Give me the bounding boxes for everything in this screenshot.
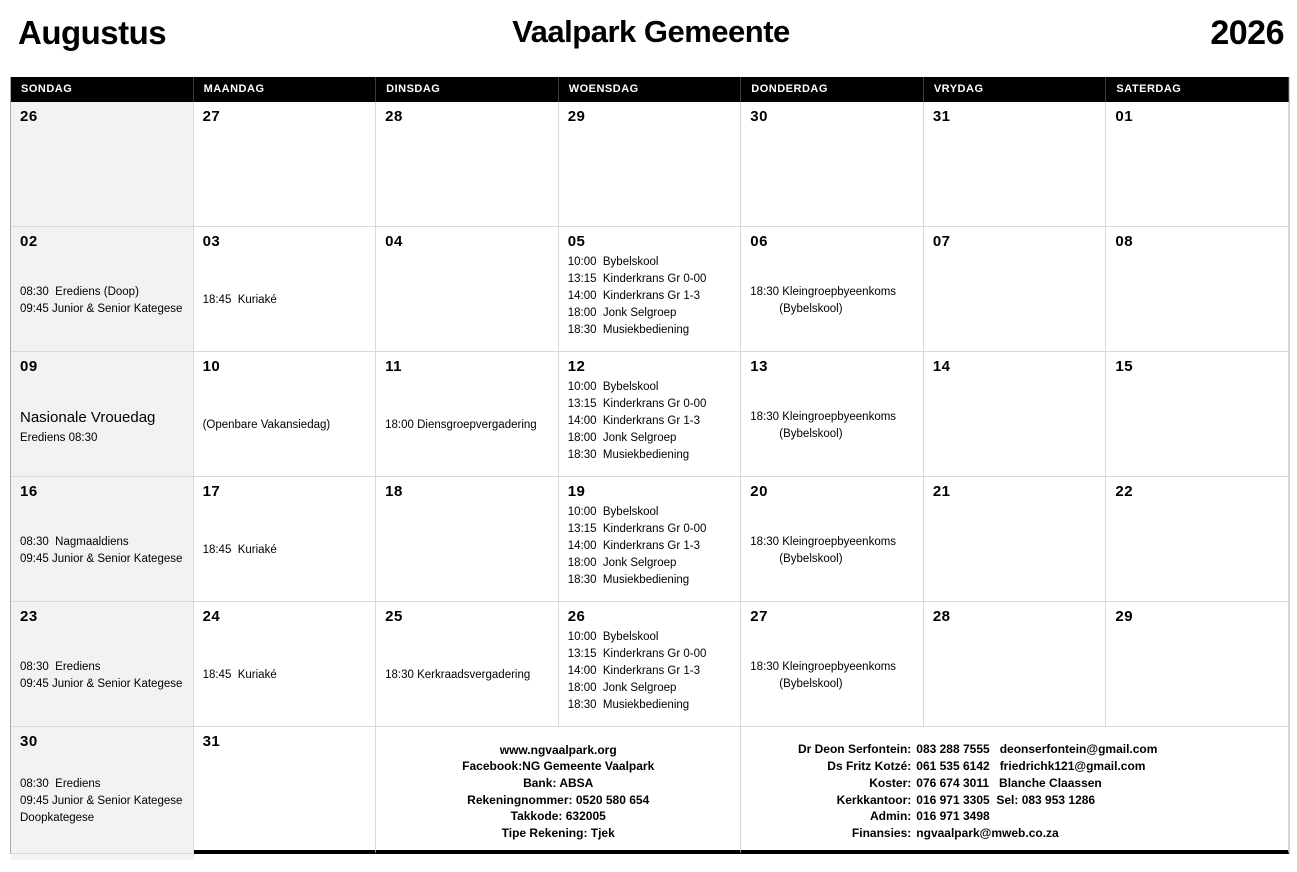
day-number: 30 (20, 733, 38, 750)
church-info-line: Tipe Rekening: Tjek (501, 825, 615, 840)
day-cell-07 (924, 227, 1107, 352)
day-cell-31 (194, 727, 377, 854)
event-line: 14:00 Kinderkrans Gr 1-3 (567, 665, 701, 677)
day-number: 28 (385, 108, 403, 125)
contact-label: Admin: (869, 809, 912, 824)
day-cell-13 (741, 352, 924, 477)
day-events (11, 659, 193, 693)
contact-label: Dr Deon Serfontein: (797, 741, 912, 756)
church-info-line: Facebook:NG Gemeente Vaalpark (462, 759, 655, 774)
day-number: 30 (750, 108, 768, 125)
day-events (11, 534, 193, 568)
day-cell-29 (1106, 602, 1289, 727)
contact-label: Ds Fritz Kotzé: (827, 758, 912, 773)
contact-value[interactable]: 061 535 6142 friedrichk121@gmail.com (916, 758, 1146, 773)
day-header-woensdag: WOENSDAG (559, 77, 742, 102)
day-cell-09 (11, 352, 194, 477)
event-line: 10:00 Bybelskool (567, 631, 659, 643)
day-cell-26 (559, 602, 742, 727)
contact-label: Koster: (869, 775, 912, 790)
event-line: 09:45 Junior & Senior Kategese (20, 302, 183, 315)
day-header-saterdag: SATERDAG (1106, 77, 1289, 102)
calendar-grid (10, 77, 1290, 854)
day-number: 02 (20, 233, 38, 250)
year-title: 2026 (1210, 14, 1284, 52)
day-events (376, 667, 558, 684)
contact-value: 016 971 3305 Sel: 083 953 1286 (916, 792, 1096, 807)
contact-label: Finansies: (851, 826, 912, 841)
day-header-dinsdag: DINSDAG (376, 77, 559, 102)
day-number: 13 (750, 358, 768, 375)
day-number: 26 (20, 108, 38, 125)
event-line: 09:45 Junior & Senior Kategese (20, 677, 183, 690)
day-cell-05 (559, 227, 742, 352)
contact-value[interactable]: ngvaalpark@mweb.co.za (916, 826, 1059, 841)
day-cell-16 (11, 477, 194, 602)
contact-value: 016 971 3498 (916, 809, 990, 824)
page-title: Vaalpark Gemeente (512, 14, 790, 49)
day-cell-25 (376, 602, 559, 727)
event-line: 13:15 Kinderkrans Gr 0-00 (567, 273, 707, 285)
day-events (741, 534, 923, 568)
day-events (11, 405, 193, 447)
day-number: 26 (567, 608, 586, 625)
event-line: 10:00 Bybelskool (567, 256, 659, 268)
day-cell-15 (1106, 352, 1289, 477)
day-cell-20 (741, 477, 924, 602)
event-line: (Bybelskool) (779, 302, 843, 315)
website-link[interactable]: www.ngvaalpark.org (499, 742, 617, 757)
day-cell-29 (559, 102, 742, 227)
day-header-donderdag: DONDERDAG (741, 77, 924, 102)
day-cell-06 (741, 227, 924, 352)
day-cell-19 (559, 477, 742, 602)
day-events (194, 542, 376, 559)
day-cell-31 (924, 102, 1107, 227)
day-number: 03 (202, 233, 221, 250)
day-cell-01 (1106, 102, 1289, 227)
day-events (11, 776, 193, 827)
event-line: 18:30 Musiekbediening (567, 699, 690, 711)
day-number: 29 (1115, 608, 1134, 625)
day-cell-10 (194, 352, 377, 477)
day-number: 31 (202, 733, 221, 750)
event-line: 08:30 Erediens (Doop) (20, 285, 139, 298)
event-line: 09:45 Junior & Senior Kategese (20, 552, 183, 565)
day-events (741, 284, 923, 318)
day-number: 14 (932, 358, 951, 375)
day-number: 12 (567, 358, 586, 375)
day-events (194, 417, 376, 434)
day-number: 28 (932, 608, 951, 625)
event-line: 14:00 Kinderkrans Gr 1-3 (567, 290, 701, 302)
contact-value: 076 674 3011 Blanche Claassen (916, 775, 1102, 790)
day-events (194, 667, 376, 684)
day-events (559, 629, 741, 714)
church-info-line: Rekeningnommer: 0520 580 654 (467, 792, 650, 807)
event-line: 13:15 Kinderkrans Gr 0-00 (567, 523, 707, 535)
event-line: 18:30 Kleingroepbyeenkoms (750, 660, 897, 673)
day-cell-27 (741, 602, 924, 727)
day-cell-18 (376, 477, 559, 602)
event-line: 18:30 Kleingroepbyeenkoms (750, 535, 897, 548)
event-line: Doopkategese (20, 812, 95, 824)
event-line: 08:30 Erediens (20, 660, 101, 673)
event-line: 18:00 Diensgroepvergadering (385, 419, 537, 431)
day-cell-02 (11, 227, 194, 352)
day-number: 10 (202, 358, 221, 375)
day-cell-28 (376, 102, 559, 227)
day-events (559, 254, 741, 339)
day-events (11, 284, 193, 318)
event-line: 14:00 Kinderkrans Gr 1-3 (567, 540, 701, 552)
event-line: 10:00 Bybelskool (567, 381, 659, 393)
day-number: 27 (750, 608, 768, 625)
day-number: 07 (932, 233, 951, 250)
day-header-sondag: SONDAG (11, 77, 194, 102)
day-cell-21 (924, 477, 1107, 602)
day-cell-03 (194, 227, 377, 352)
day-cell-22 (1106, 477, 1289, 602)
day-number: 21 (932, 483, 951, 500)
day-number: 27 (202, 108, 221, 125)
event-line: 18:45 Kuriaké (202, 669, 277, 681)
event-line: 08:30 Erediens (20, 778, 101, 790)
day-header-vrydag: VRYDAG (924, 77, 1107, 102)
day-cell-24 (194, 602, 377, 727)
day-number: 05 (567, 233, 586, 250)
day-cell-17 (194, 477, 377, 602)
day-cell-30 (741, 102, 924, 227)
event-line: 18:45 Kuriaké (202, 544, 277, 556)
day-number: 25 (385, 608, 403, 625)
event-line: 18:00 Jonk Selgroep (567, 557, 677, 569)
event-line: 18:30 Musiekbediening (567, 324, 690, 336)
event-line: (Bybelskool) (779, 427, 843, 440)
day-events (194, 292, 376, 309)
month-title: Augustus (18, 14, 167, 51)
event-line: (Bybelskool) (779, 552, 843, 565)
day-number: 08 (1115, 233, 1134, 250)
event-line: 13:15 Kinderkrans Gr 0-00 (567, 398, 707, 410)
event-line: 18:30 Kleingroepbyeenkoms (750, 410, 897, 423)
event-line: 08:30 Nagmaaldiens (20, 535, 129, 548)
event-line: 18:30 Musiekbediening (567, 449, 690, 461)
day-number: 09 (20, 358, 38, 375)
day-number: 24 (202, 608, 221, 625)
day-cell-08 (1106, 227, 1289, 352)
day-number: 29 (567, 108, 586, 125)
day-cell-04 (376, 227, 559, 352)
day-number: 22 (1115, 483, 1134, 500)
day-events (376, 417, 558, 434)
day-number: 01 (1115, 108, 1134, 125)
event-line: 18:00 Jonk Selgroep (567, 682, 677, 694)
church-info-cell (376, 727, 741, 854)
event-line: 18:30 Kleingroepbyeenkoms (750, 285, 897, 298)
day-cell-27 (194, 102, 377, 227)
event-line: 18:00 Jonk Selgroep (567, 432, 677, 444)
day-number: 04 (385, 233, 403, 250)
day-number: 17 (202, 483, 221, 500)
day-number: 20 (750, 483, 768, 500)
day-cell-12 (559, 352, 742, 477)
title-bar (0, 0, 1297, 77)
event-line: 18:00 Jonk Selgroep (567, 307, 677, 319)
day-events (741, 659, 923, 693)
day-number: 16 (20, 483, 38, 500)
day-cell-11 (376, 352, 559, 477)
contact-label: Kerkkantoor: (836, 792, 912, 807)
church-info-line: Bank: ABSA (523, 775, 594, 790)
contact-value[interactable]: 083 288 7555 deonserfontein@gmail.com (916, 741, 1158, 756)
event-line: 14:00 Kinderkrans Gr 1-3 (567, 415, 701, 427)
day-cell-14 (924, 352, 1107, 477)
day-number: 06 (750, 233, 768, 250)
event-line: 18:30 Kerkraadsvergadering (385, 669, 531, 681)
day-cell-26 (11, 102, 194, 227)
day-number: 15 (1115, 358, 1134, 375)
day-cell-23 (11, 602, 194, 727)
day-events (559, 379, 741, 464)
day-events (741, 409, 923, 443)
day-events (559, 504, 741, 589)
event-line: Erediens 08:30 (20, 431, 98, 444)
event-line: 10:00 Bybelskool (567, 506, 659, 518)
church-info-line: Takkode: 632005 (510, 809, 606, 824)
event-line: (Bybelskool) (779, 677, 843, 690)
day-number: 31 (932, 108, 951, 125)
day-number: 23 (20, 608, 38, 625)
event-line: Nasionale Vrouedag (20, 408, 156, 426)
day-number: 18 (385, 483, 403, 500)
day-cell-28 (924, 602, 1107, 727)
event-line: 09:45 Junior & Senior Kategese (20, 795, 183, 807)
day-number: 19 (567, 483, 586, 500)
day-cell-30 (11, 727, 194, 854)
event-line: 18:45 Kuriaké (202, 294, 277, 306)
contact-info-cell (741, 727, 1289, 854)
event-line: 13:15 Kinderkrans Gr 0-00 (567, 648, 707, 660)
event-line: 18:30 Musiekbediening (567, 574, 690, 586)
day-number: 11 (385, 358, 402, 375)
event-line: (Openbare Vakansiedag) (202, 419, 331, 431)
day-header-maandag: MAANDAG (194, 77, 377, 102)
